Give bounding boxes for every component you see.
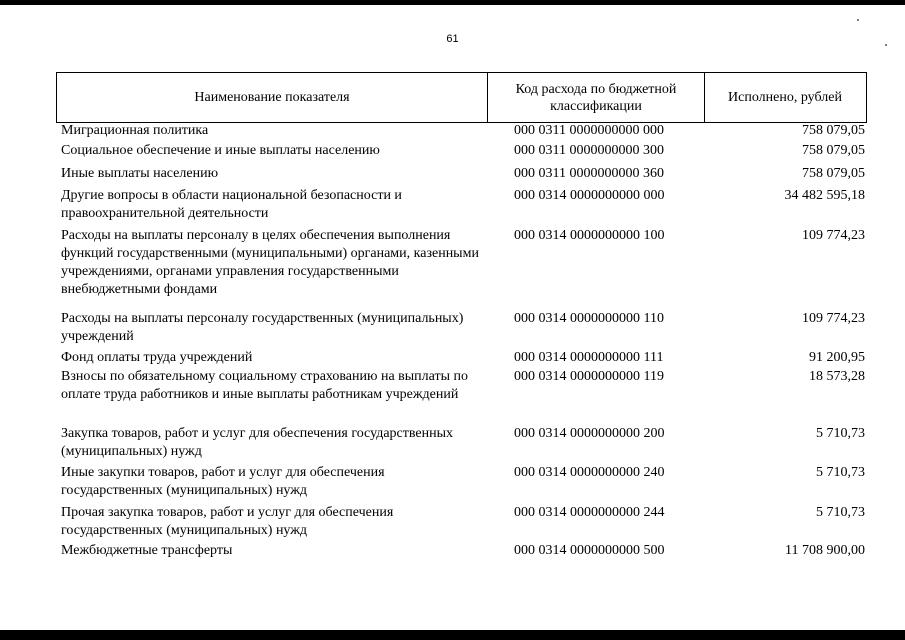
table-header <box>56 72 867 123</box>
row-amount: 758 079,05 <box>802 143 865 158</box>
row-amount: 758 079,05 <box>802 123 865 138</box>
row-amount: 109 774,23 <box>802 311 865 326</box>
row-amount: 11 708 900,00 <box>785 543 865 558</box>
row-amount: 758 079,05 <box>802 166 865 181</box>
row-name: Социальное обеспечение и иные выплаты населению <box>61 143 380 158</box>
row-code: 000 0311 0000000000 300 <box>514 143 664 158</box>
row-name: Межбюджетные трансферты <box>61 543 233 558</box>
row-code: 000 0314 0000000000 100 <box>514 228 665 243</box>
scan-speck <box>857 19 859 21</box>
row-code: 000 0314 0000000000 119 <box>514 369 664 384</box>
row-amount: 18 573,28 <box>809 369 865 384</box>
row-name: Другие вопросы в области национальной безопасности и правоохранительной деятельности <box>61 188 402 221</box>
row-name: Миграционная политика <box>61 123 209 138</box>
row-name: Прочая закупка товаров, работ и услуг для обеспечения государственных (муниципальных) нужд <box>61 505 394 538</box>
row-code: 000 0311 0000000000 360 <box>514 166 664 181</box>
header-code: Код расхода по бюджетной классификации <box>487 73 705 122</box>
row-code: 000 0314 0000000000 244 <box>514 505 665 520</box>
row-code: 000 0314 0000000000 111 <box>514 350 664 365</box>
row-amount: 34 482 595,18 <box>784 188 865 203</box>
row-code: 000 0314 0000000000 110 <box>514 311 664 326</box>
row-amount: 5 710,73 <box>816 465 865 480</box>
row-name: Иные выплаты населению <box>61 166 219 181</box>
row-code: 000 0314 0000000000 000 <box>514 188 665 203</box>
header-amount: Исполнено, рублей <box>728 90 842 105</box>
page-number: 61 <box>446 33 459 45</box>
row-code: 000 0314 0000000000 200 <box>514 426 665 441</box>
row-amount: 5 710,73 <box>816 505 865 520</box>
row-code: 000 0311 0000000000 000 <box>514 123 664 138</box>
row-name: Расходы на выплаты персоналу государственных (муниципальных) учреждений <box>61 311 464 344</box>
row-name: Взносы по обязательному социальному страхованию на выплаты по оплате труда работников и иные выплаты работникам учреждений <box>61 369 469 402</box>
row-name: Расходы на выплаты персоналу в целях обеспечения выполнения функций государственными (муниципальными) органами, казенными учреждениями, органами управления государственными внебюджетными фондами <box>61 228 479 297</box>
scan-bottom-border <box>0 630 905 640</box>
row-amount: 91 200,95 <box>809 350 865 365</box>
scan-top-border <box>0 0 905 5</box>
row-name: Иные закупки товаров, работ и услуг для обеспечения государственных (муниципальных) нужд <box>61 465 385 498</box>
row-name: Закупка товаров, работ и услуг для обеспечения государственных (муниципальных) нужд <box>61 426 454 459</box>
row-code: 000 0314 0000000000 240 <box>514 465 665 480</box>
row-code: 000 0314 0000000000 500 <box>514 543 665 558</box>
row-amount: 5 710,73 <box>816 426 865 441</box>
row-amount: 109 774,23 <box>802 228 865 243</box>
row-name: Фонд оплаты труда учреждений <box>61 350 253 365</box>
header-name: Наименование показателя <box>194 90 350 105</box>
